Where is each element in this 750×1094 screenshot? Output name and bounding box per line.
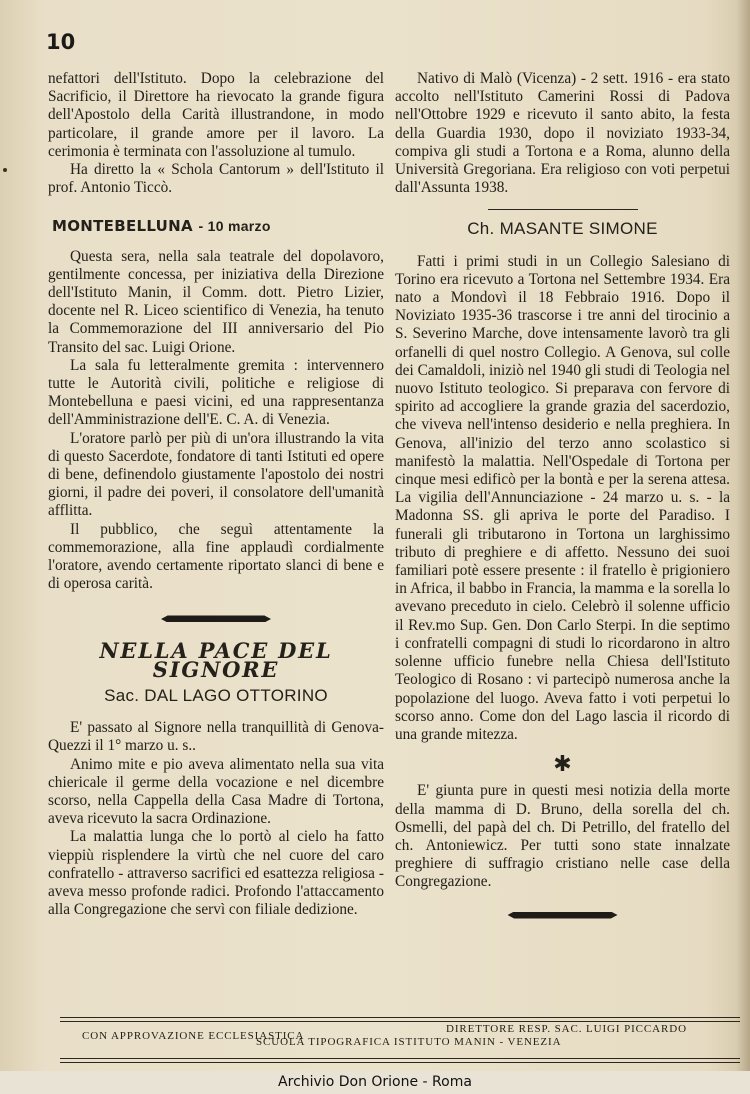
obituary-paragraph: E' passato al Signore nella tranquillità di Genova-Quezzi il 1° marzo u. s..	[48, 719, 384, 755]
left-column	[48, 70, 384, 919]
section-divider	[508, 912, 618, 919]
city-date: - 10 marzo	[198, 218, 271, 235]
obituary-name: Sac. DAL LAGO OTTORINO	[104, 685, 328, 705]
obituary-paragraph: La malattia lunga che lo portò al cielo ha fatto vieppiù risplendere la virtù che nel cuore del caro confratello - attraverso sacrifici ed esattezza religiosa - aveva messo profonde radici. Profondo l'attaccamento alla Congregazione che servì con filiale dedizione.	[48, 828, 384, 919]
footer-approval: CON APPROVAZIONE ECCLESIASTICA	[82, 1030, 305, 1042]
section-title: NELLA PACE DEL SIGNORE	[99, 638, 333, 682]
footer-rule	[60, 1058, 740, 1059]
section-divider	[161, 615, 271, 622]
archive-label: Archivio Don Orione - Roma	[0, 1071, 750, 1094]
asterisk-separator: ✱	[553, 752, 572, 778]
intro-paragraph: Ha diretto la « Schola Cantorum » dell'Istituto il prof. Antonio Ticcò.	[48, 161, 384, 197]
intro-paragraph: nefattori dell'Istituto. Dopo la celebrazione del Sacrificio, il Direttore ha rievocato la grande figura dell'Apostolo della Carità illustrandone, in modo particolare, il grande amore per il lavoro. La cerimonia è terminata con l'assoluzione al tumulo.	[48, 70, 384, 160]
obituary-paragraph: Animo mite e pio aveva alimentato nella sua vita chiericale il germe della vocazione e nel dicembre scorso, nella Cappella della Casa Madre di Tortona, aveva ricevuto la sacra Ordinazione.	[48, 755, 384, 828]
montebelluna-heading	[52, 217, 384, 235]
ink-speck	[3, 168, 7, 172]
footer-rule	[60, 1062, 740, 1063]
footer-rule	[60, 1021, 740, 1022]
city-name: MONTEBELLUNA	[52, 217, 193, 236]
footer-rule	[60, 1017, 740, 1018]
obituary-paragraph: Fatti i primi studi in un Collegio Salesiano di Torino era ricevuto a Tortona nel Settembre 1934. Era nato a Mondovì il 18 Febbraio 1916. Dopo il Noviziato 1935-36 trascorse i tre anni del tirocinio a S. Severino Marche, dove intensamente lavorò tra gli orfanelli di quel nostro Collegio. A Genova, sul colle dei Camaldoli, iniziò nel 1940 gli studi di Teologia nel nuovo Istituto teologico. Si preparava con fervore di spirito ad accogliere la grande grazia del sacerdozio, che viveva nell'intenso desiderio e nella preghiera. In Genova, all'inizio del terzo anno scolastico si manifestò la malattia. Nell'Ospedale di Tortona per cinque mesi edificò per la bontà e per la serena attesa. La vigilia dell'Annunciazione - 24 marzo u. s. - la Madonna SS. gli apriva le porte del Paradiso. I funerali gli tributarono in Tortona un larghissimo tributo di preghiere e di affetto. Nessuno dei suoi familiari potè essere presente : il fratello è prigioniero in Africa, il babbo in Francia, la mamma e la sorella lo avevano preceduto in cielo. Celebrò il solenne ufficio il Rev.mo Sup. Gen. Don Carlo Sterpi. In die septimo i confratelli compagni di studi lo ricordarono in altro solenne ufficio funebre nella Chiesa dell'Istituto Teologico di Rosano : vi partecipò numerosa anche la popolazione del luogo. Aveva fatto i voti perpetui lo scorso anno. Come don del Lago lascia il ricordo di una grande mitezza.	[395, 252, 730, 743]
footer-director: DIRETTORE RESP. SAC. LUIGI PICCARDO	[446, 1023, 687, 1035]
page-number: 10	[46, 30, 76, 54]
closing-paragraph: E' giunta pure in questi mesi notizia della morte della mamma di D. Bruno, della sorella del ch. Osmelli, del papà del ch. Di Petrillo, del fratello del ch. Antoniewicz. Per tutti sono state innalzate preghiere di suffragio cristiano nelle case della Congregazione.	[395, 782, 730, 891]
thin-divider	[488, 209, 638, 210]
right-column	[395, 70, 730, 919]
footer-printer: SCUOLA TIPOGRAFICA ISTITUTO MANIN - VENEZIA	[256, 1036, 562, 1048]
obituary-paragraph: Nativo di Malò (Vicenza) - 2 sett. 1916 - era stato accolto nell'Istituto Camerini Rossi di Padova nell'Ottobre 1929 e ricevuto il santo abito, la festa della Guardia 1930, dopo il noviziato 1933-34, compiva gli studi a Tortona e a Roma, alunno della Università Gregoriana. Era religioso con voti perpetui dall'Assunta 1938.	[395, 70, 730, 197]
page-edge-shadow	[736, 0, 750, 1094]
article-paragraph: Questa sera, nella sala teatrale del dopolavoro, gentilmente concessa, per iniziativa della Direzione dell'Istituto Manin, il Comm. dott. Pietro Lizier, docente nel R. Liceo scientifico di Venezia, ha tenuto la Commemorazione del III anniversario del Pio Transito del sac. Luigi Orione.	[48, 247, 384, 356]
article-paragraph: La sala fu letteralmente gremita : intervennero tutte le Autorità civili, politiche e religiose di Montebelluna e paesi vicini, ed una rappresentanza dell'Amministrazione dell'E. C. A. di Venezia.	[48, 356, 384, 429]
article-paragraph: Il pubblico, che seguì attentamente la commemorazione, alla fine applaudì cordialmente l'oratore, avendo certamente riportato slanci di bene e di operosa carità.	[48, 520, 384, 593]
article-paragraph: L'oratore parlò per più di un'ora illustrando la vita di questo Sacerdote, fondatore di tanti Istituti ed opere di bene, definendolo giustamente l'apostolo dei nostri giorni, il padre dei poveri, il consolatore dell'umanità afflitta.	[48, 429, 384, 520]
obituary-name: Ch. MASANTE SIMONE	[467, 219, 658, 239]
